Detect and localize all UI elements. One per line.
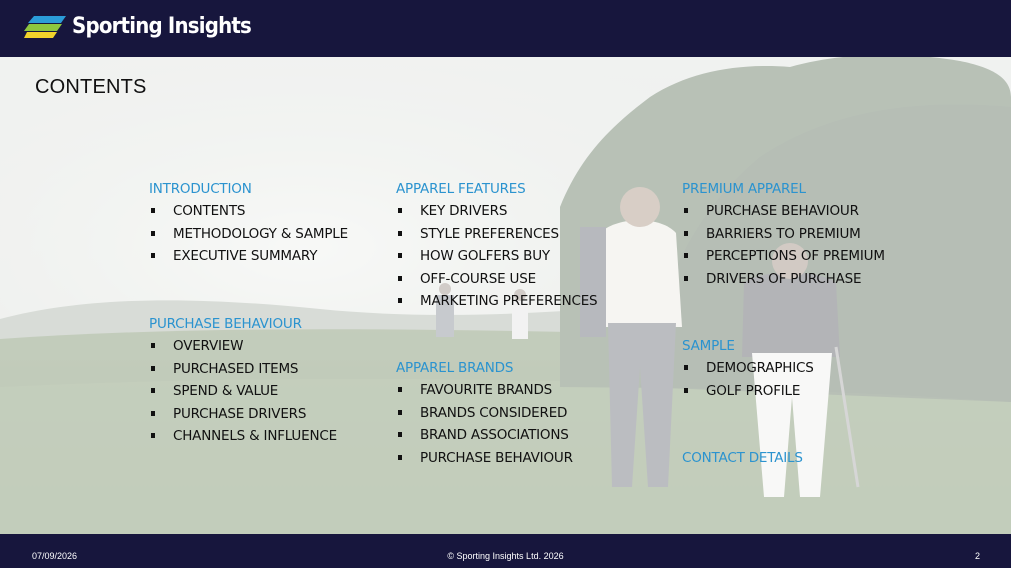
square-bullet-icon <box>151 411 155 416</box>
section-item-list <box>396 379 573 469</box>
list-item-label: OVERVIEW <box>173 338 244 355</box>
square-bullet-icon <box>151 231 155 236</box>
section-title[interactable]: INTRODUCTION <box>149 181 252 197</box>
list-item[interactable] <box>396 447 573 469</box>
section-title[interactable]: SAMPLE <box>682 338 735 354</box>
list-item-label: HOW GOLFERS BUY <box>420 248 550 265</box>
list-item-label: BRAND ASSOCIATIONS <box>420 427 569 444</box>
list-item[interactable] <box>149 245 348 267</box>
section-apparel-features <box>396 178 597 312</box>
square-bullet-icon <box>398 432 402 437</box>
section-title[interactable]: PREMIUM APPAREL <box>682 181 806 197</box>
section-title[interactable]: PURCHASE BEHAVIOUR <box>149 316 302 332</box>
page-title: CONTENTS <box>35 76 147 98</box>
square-bullet-icon <box>684 208 688 213</box>
section-title[interactable]: CONTACT DETAILS <box>682 450 803 466</box>
list-item[interactable] <box>396 223 597 245</box>
square-bullet-icon <box>151 343 155 348</box>
list-item-label: PURCHASED ITEMS <box>173 360 299 377</box>
footer-copyright: © Sporting Insights Ltd. 2026 <box>447 551 564 561</box>
list-item[interactable] <box>682 245 885 267</box>
list-item-label: PURCHASE BEHAVIOUR <box>420 449 573 466</box>
section-sample <box>682 335 814 402</box>
list-item-label: PURCHASE BEHAVIOUR <box>706 203 859 220</box>
list-item[interactable] <box>682 223 885 245</box>
square-bullet-icon <box>398 208 402 213</box>
list-item[interactable] <box>149 425 337 447</box>
square-bullet-icon <box>151 388 155 393</box>
section-purchase-behaviour <box>149 313 337 447</box>
square-bullet-icon <box>684 388 688 393</box>
square-bullet-icon <box>684 253 688 258</box>
brand-logo-icon <box>24 15 66 39</box>
list-item-label: CONTENTS <box>173 203 246 220</box>
list-item[interactable] <box>396 268 597 290</box>
footer-bar <box>0 534 1011 568</box>
section-introduction <box>149 178 348 268</box>
square-bullet-icon <box>151 433 155 438</box>
section-item-list <box>396 200 597 312</box>
page-number: 2 <box>974 551 980 561</box>
brand-logo[interactable] <box>24 12 271 42</box>
list-item-label: GOLF PROFILE <box>706 382 801 399</box>
list-item[interactable] <box>682 200 885 222</box>
list-item-label: DRIVERS OF PURCHASE <box>706 270 862 287</box>
section-item-list <box>682 200 885 290</box>
list-item-label: STYLE PREFERENCES <box>420 225 559 242</box>
list-item-label: PERCEPTIONS OF PREMIUM <box>706 248 885 265</box>
square-bullet-icon <box>398 253 402 258</box>
section-item-list <box>682 357 814 402</box>
list-item[interactable] <box>149 358 337 380</box>
list-item[interactable] <box>149 200 348 222</box>
list-item[interactable] <box>396 424 573 446</box>
section-title[interactable]: APPAREL FEATURES <box>396 181 526 197</box>
list-item-label: METHODOLOGY & SAMPLE <box>173 225 348 242</box>
list-item[interactable] <box>682 268 885 290</box>
list-item[interactable] <box>396 402 573 424</box>
square-bullet-icon <box>398 387 402 392</box>
square-bullet-icon <box>684 231 688 236</box>
list-item-label: FAVOURITE BRANDS <box>420 382 553 399</box>
square-bullet-icon <box>151 253 155 258</box>
square-bullet-icon <box>151 366 155 371</box>
section-apparel-brands <box>396 357 573 469</box>
contents-slide <box>0 57 1011 534</box>
list-item-label: MARKETING PREFERENCES <box>420 292 598 309</box>
section-contact-details <box>682 447 803 469</box>
list-item-label: DEMOGRAPHICS <box>706 360 814 377</box>
list-item[interactable] <box>396 379 573 401</box>
square-bullet-icon <box>398 231 402 236</box>
list-item-label: BARRIERS TO PREMIUM <box>706 225 861 242</box>
list-item[interactable] <box>396 200 597 222</box>
list-item[interactable] <box>149 380 337 402</box>
list-item[interactable] <box>149 335 337 357</box>
square-bullet-icon <box>684 276 688 281</box>
list-item-label: KEY DRIVERS <box>420 203 508 220</box>
section-premium-apparel <box>682 178 885 290</box>
top-bar <box>0 0 1011 57</box>
list-item[interactable] <box>682 380 814 402</box>
list-item[interactable] <box>396 290 597 312</box>
section-title[interactable]: APPAREL BRANDS <box>396 360 514 376</box>
list-item-label: CHANNELS & INFLUENCE <box>173 427 337 444</box>
footer-date: 07/09/2026 <box>32 551 78 561</box>
list-item-label: PURCHASE DRIVERS <box>173 405 307 422</box>
square-bullet-icon <box>684 365 688 370</box>
list-item[interactable] <box>149 403 337 425</box>
list-item-label: SPEND & VALUE <box>173 383 279 400</box>
section-item-list <box>149 200 348 267</box>
list-item[interactable] <box>682 357 814 379</box>
list-item[interactable] <box>396 245 597 267</box>
list-item-label: EXECUTIVE SUMMARY <box>173 248 318 265</box>
square-bullet-icon <box>398 298 402 303</box>
list-item-label: BRANDS CONSIDERED <box>420 404 568 421</box>
square-bullet-icon <box>398 276 402 281</box>
section-item-list <box>149 335 337 447</box>
square-bullet-icon <box>398 410 402 415</box>
square-bullet-icon <box>398 455 402 460</box>
list-item[interactable] <box>149 223 348 245</box>
square-bullet-icon <box>151 208 155 213</box>
list-item-label: OFF-COURSE USE <box>420 270 536 287</box>
brand-name: Sporting Insights <box>72 14 252 39</box>
